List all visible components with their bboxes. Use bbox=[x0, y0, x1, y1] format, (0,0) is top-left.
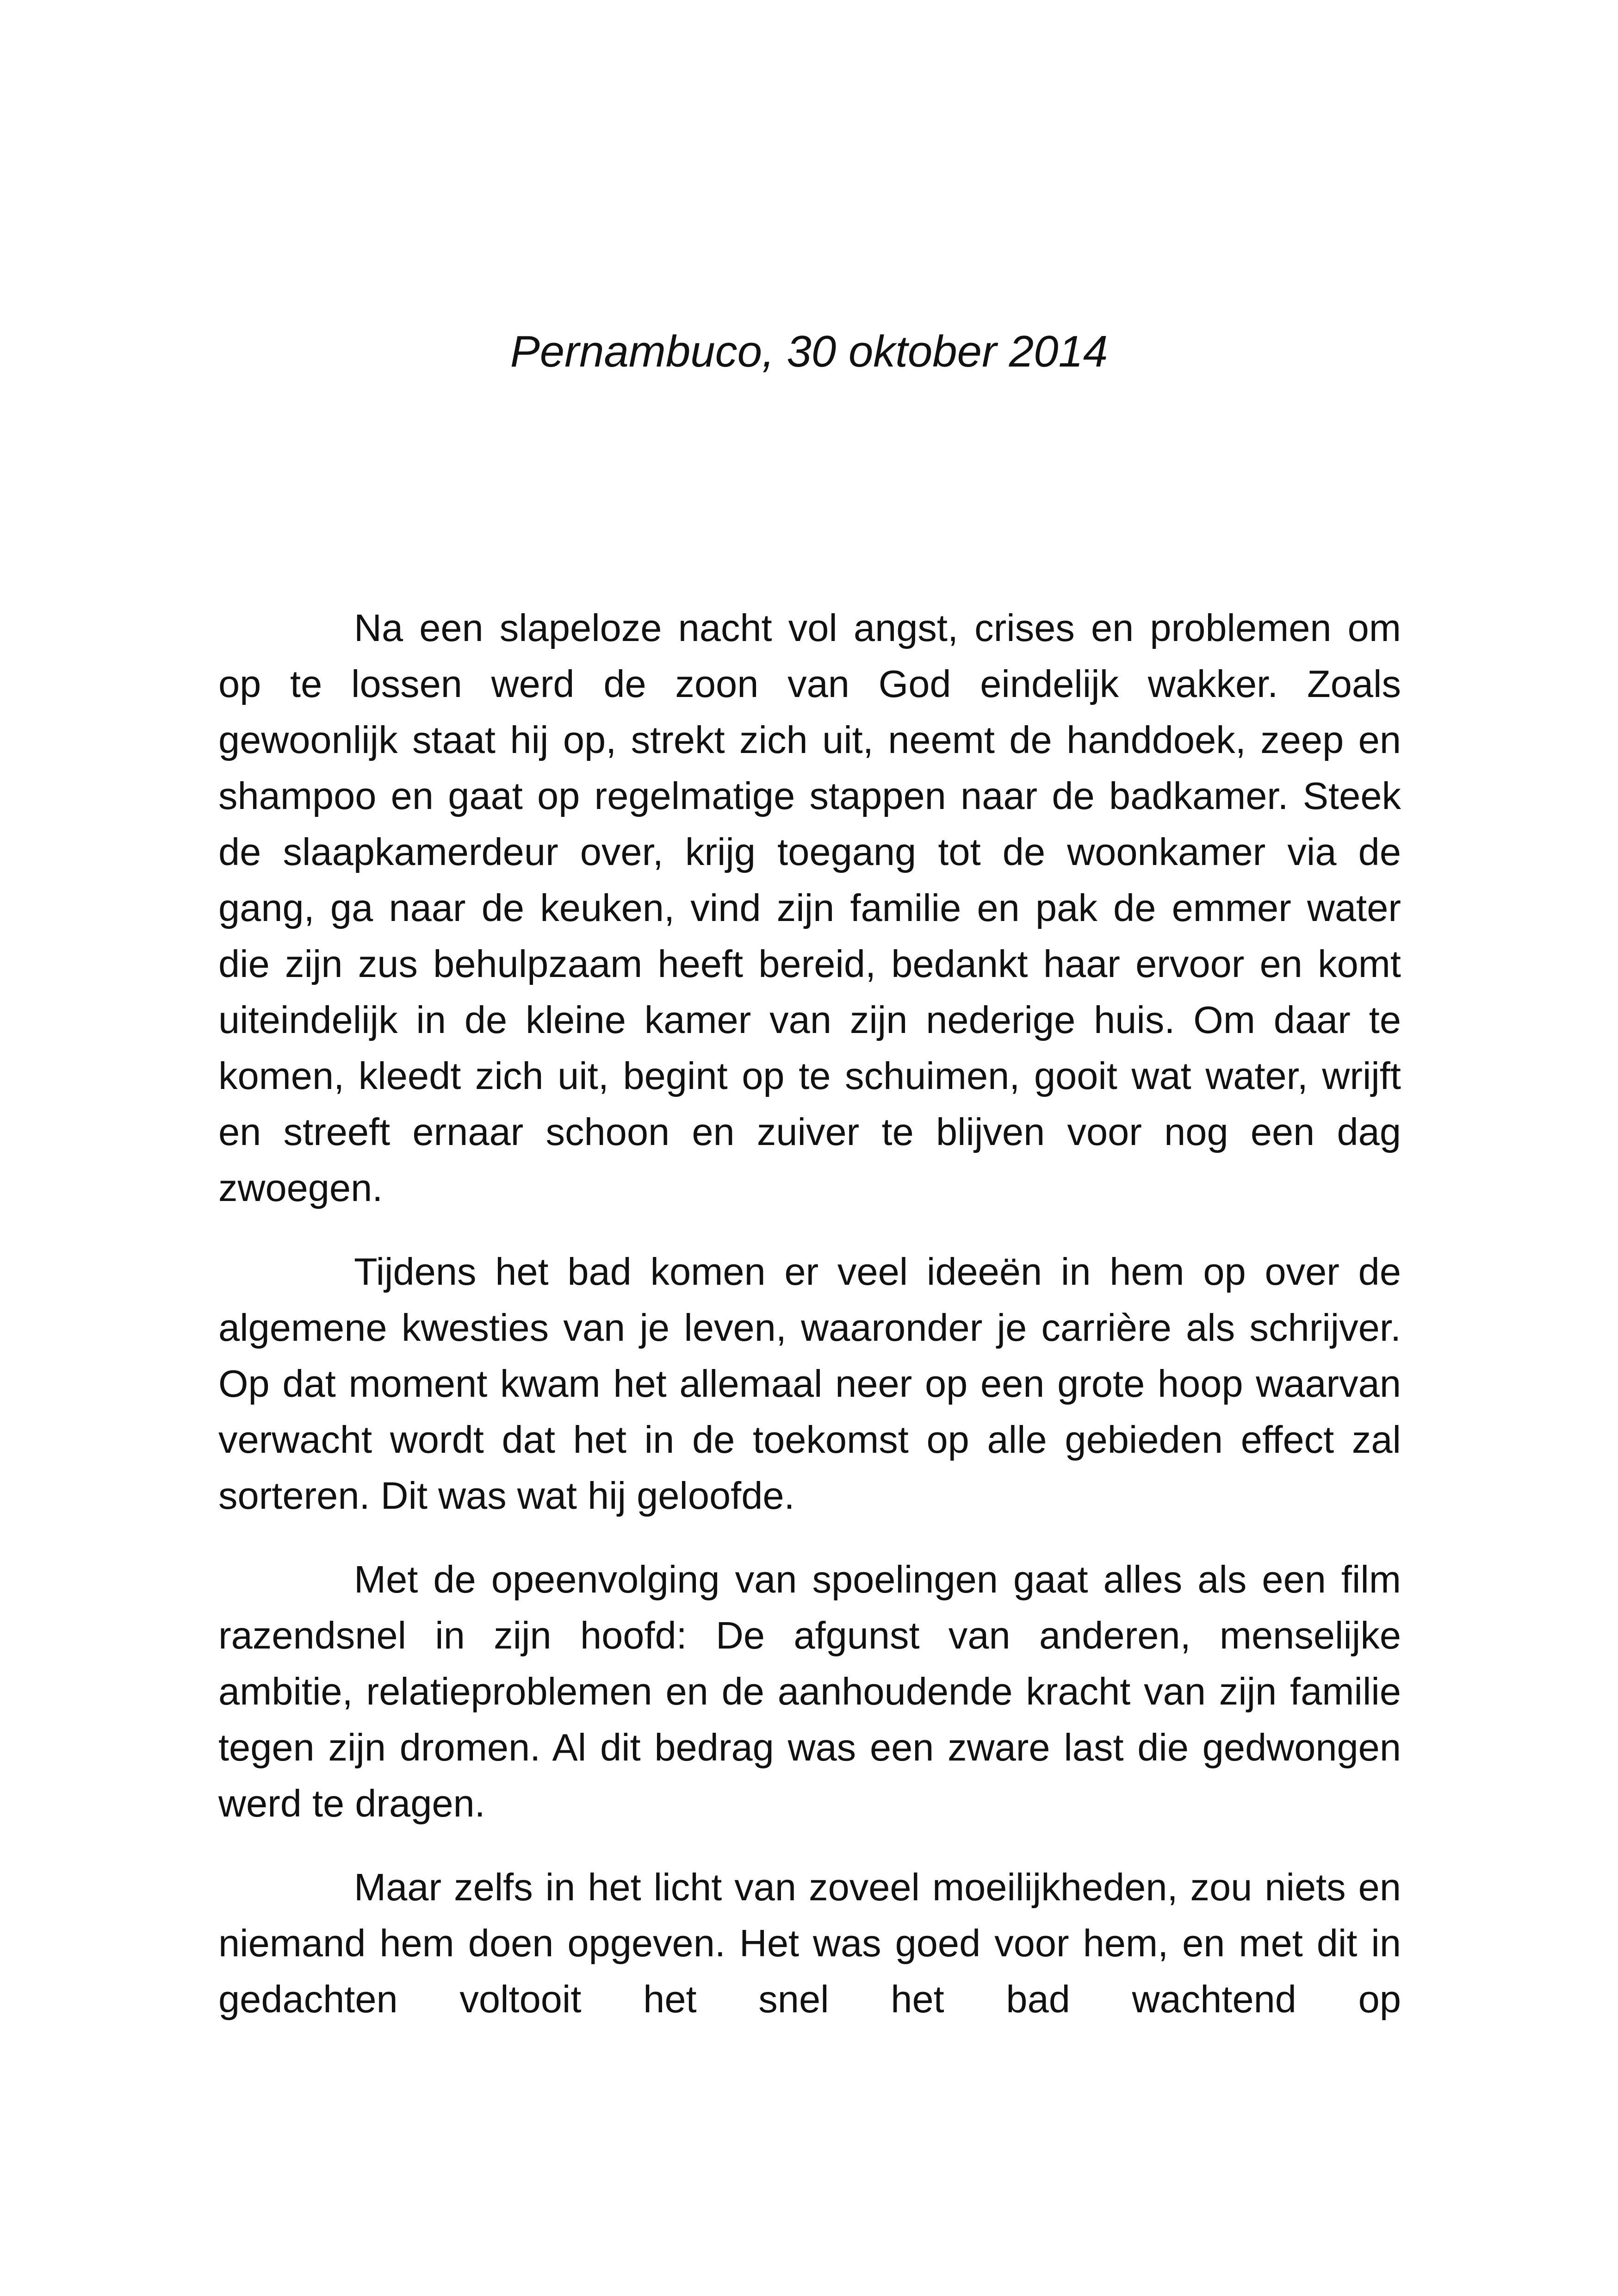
paragraph: Met de opeenvolging van spoelingen gaat alles als een film razendsnel in zijn hoofd: De afgunst van anderen, menselijke ambitie, relatieproblemen en de aanhoudende kracht van zijn familie tegen zijn dromen. Al dit bedrag was een zware last die gedwongen werd te dragen. bbox=[218, 1558, 1401, 1825]
paragraph: Tijdens het bad komen er veel ideeën in hem op over de algemene kwesties van je leven, waaronder je carrière als schrijver. Op dat moment kwam het allemaal neer op een grote hoop waarvan verwacht wordt dat het in de toekomst op alle gebieden effect zal sorteren. Dit was wat hij geloofde. bbox=[218, 1250, 1401, 1517]
body-text bbox=[218, 600, 1401, 2027]
paragraph: Maar zelfs in het licht van zoveel moeilijkheden, zou niets en niemand hem doen opgeven. Het was goed voor hem, en met dit in gedachten voltooit het snel het bad wachtend op bbox=[218, 1866, 1401, 2021]
page-heading: Pernambuco, 30 oktober 2014 bbox=[510, 327, 1108, 376]
paragraph: Na een slapeloze nacht vol angst, crises en problemen om op te lossen werd de zoon van God eindelijk wakker. Zoals gewoonlijk staat hij op, strekt zich uit, neemt de handdoek, zeep en shampoo en gaat op regelmatige stappen naar de badkamer. Steek de slaapkamerdeur over, krijg toegang tot de woonkamer via de gang, ga naar de keuken, vind zijn familie en pak de emmer water die zijn zus behulpzaam heeft bereid, bedankt haar ervoor en komt uiteindelijk in de kleine kamer van zijn nederige huis. Om daar te komen, kleedt zich uit, begint op te schuimen, gooit wat water, wrijft en streeft ernaar schoon en zuiver te blijven voor nog een dag zwoegen. bbox=[218, 606, 1401, 1209]
